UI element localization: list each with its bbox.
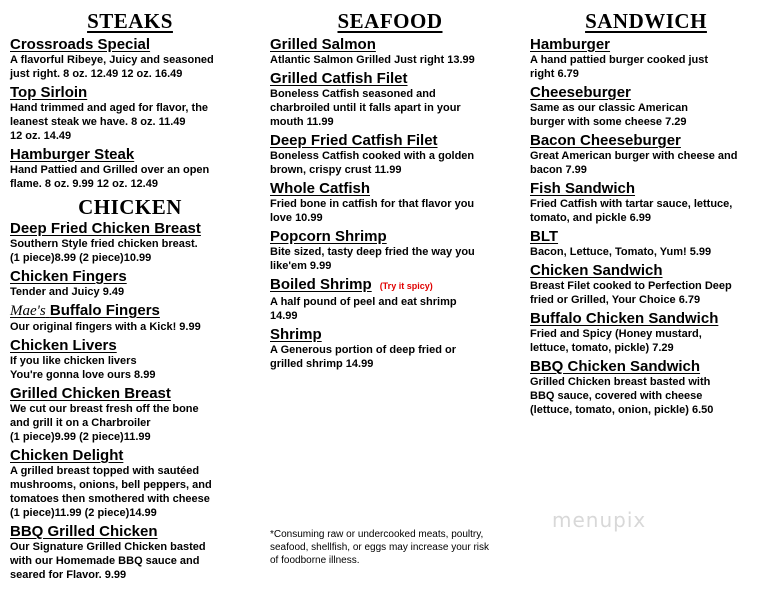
menupix-watermark: menupix (552, 508, 647, 532)
menu-item (10, 84, 250, 143)
menu-item (530, 262, 762, 307)
item-name: Hamburger Steak (10, 146, 135, 163)
menu-item (270, 180, 510, 225)
item-desc: Southern Style fried chicken breast. (1 piece)8.99 (2 piece)10.99 (10, 238, 198, 264)
menu-item (10, 337, 250, 382)
chicken-heading: CHICKEN (78, 195, 182, 219)
item-name: Whole Catfish (270, 180, 370, 197)
menu-item (270, 36, 510, 67)
menu-item (270, 276, 510, 323)
item-desc: Grilled Chicken breast basted with BBQ sauce, covered with cheese (lettuce, tomato, onion, pickle) 6.50 (530, 376, 714, 416)
item-name: Cheeseburger (530, 84, 631, 101)
item-name: Grilled Chicken Breast (10, 385, 171, 402)
item-name: Fish Sandwich (530, 180, 636, 197)
menu-item (10, 523, 250, 582)
menu-item (530, 180, 762, 225)
item-desc: A flavorful Ribeye, Juicy and seasoned just right. 8 oz. 12.49 12 oz. 16.49 (10, 54, 214, 80)
item-desc: Bite sized, tasty deep fried the way you like'em 9.99 (270, 246, 475, 272)
item-desc: A hand pattied burger cooked just right 6.79 (530, 54, 709, 80)
menu-item (10, 302, 250, 334)
food-safety-note: *Consuming raw or undercooked meats, poultry, seafood, shellfish, or eggs may increase your risk of foodborne illness. (270, 529, 489, 566)
item-name: Chicken Fingers (10, 268, 127, 285)
item-desc: Fried bone in catfish for that flavor you love 10.99 (270, 198, 475, 224)
item-desc: Atlantic Salmon Grilled Just right 13.99 (270, 54, 475, 66)
item-desc: Our original fingers with a Kick! 9.99 (10, 321, 201, 333)
seafood-column (270, 8, 510, 374)
item-name: Grilled Salmon (270, 36, 376, 53)
steaks-heading: STEAKS (87, 9, 173, 33)
item-name: Bacon Cheeseburger (530, 132, 681, 149)
menu-item (530, 84, 762, 129)
item-name: BLT (530, 228, 559, 245)
item-name: Popcorn Shrimp (270, 228, 387, 245)
item-desc: Tender and Juicy 9.49 (10, 286, 125, 298)
item-name: Shrimp (270, 326, 322, 343)
item-desc: Our Signature Grilled Chicken basted with our Homemade BBQ sauce and seared for Flavor. 9.99 (10, 541, 206, 581)
item-desc: Great American burger with cheese and bacon 7.99 (530, 150, 738, 176)
item-name: Crossroads Special (10, 36, 151, 53)
item-desc: If you like chicken livers You're gonna love ours 8.99 (10, 355, 156, 381)
item-name-main: Buffalo Fingers (49, 302, 160, 319)
menu-item (530, 228, 762, 259)
menu-item (10, 146, 250, 191)
sandwich-heading: SANDWICH (585, 9, 707, 33)
item-name: Chicken Sandwich (530, 262, 663, 279)
item-desc: Fried Catfish with tartar sauce, lettuce, tomato, and pickle 6.99 (530, 198, 733, 224)
menu-item (270, 228, 510, 273)
item-name-main: Boiled Shrimp (270, 276, 372, 293)
menu-item (10, 36, 250, 81)
item-desc: Breast Filet cooked to Perfection Deep fried or Grilled, Your Choice 6.79 (530, 280, 732, 306)
item-desc: Hand trimmed and aged for flavor, the leanest steak we have. 8 oz. 11.49 12 oz. 14.49 (10, 102, 209, 142)
item-name (270, 276, 510, 295)
item-desc: Boneless Catfish seasoned and charbroiled until it falls apart in your mouth 11.99 (270, 88, 461, 128)
item-name: BBQ Chicken Sandwich (530, 358, 701, 375)
item-name: Grilled Catfish Filet (270, 70, 408, 87)
item-name: Hamburger (530, 36, 611, 53)
item-name: Chicken Livers (10, 337, 117, 354)
sandwich-column (530, 8, 762, 420)
item-desc: We cut our breast fresh off the bone and grill it on a Charbroiler (1 piece)9.99 (2 piece)11.99 (10, 403, 199, 443)
item-name-prefix: Mae's (10, 303, 46, 319)
item-name: Top Sirloin (10, 84, 88, 101)
menu-item (270, 326, 510, 371)
item-desc: Bacon, Lettuce, Tomato, Yum! 5.99 (530, 246, 712, 258)
menu-item (270, 132, 510, 177)
item-desc: A half pound of peel and eat shrimp 14.99 (270, 296, 457, 322)
item-desc: Boneless Catfish cooked with a golden brown, crispy crust 11.99 (270, 150, 475, 176)
item-name (10, 302, 250, 320)
item-name: Chicken Delight (10, 447, 124, 464)
item-name: Deep Fried Catfish Filet (270, 132, 438, 149)
menu-item (530, 310, 762, 355)
item-desc: Same as our classic American burger with some cheese 7.29 (530, 102, 688, 128)
menu-item (530, 36, 762, 81)
menu-item (10, 220, 250, 265)
item-name: Buffalo Chicken Sandwich (530, 310, 719, 327)
menu-item (530, 132, 762, 177)
seafood-heading: SEAFOOD (337, 9, 443, 33)
menu-item (530, 358, 762, 417)
menu-item (270, 70, 510, 129)
menu-item (10, 447, 250, 520)
item-desc: Hand Pattied and Grilled over an open flame. 8 oz. 9.99 12 oz. 12.49 (10, 164, 210, 190)
spicy-hint: (Try it spicy) (379, 281, 433, 291)
menu-item (10, 268, 250, 299)
menu-item (10, 385, 250, 444)
item-desc: Fried and Spicy (Honey mustard, lettuce, tomato, pickle) 7.29 (530, 328, 702, 354)
item-name: Deep Fried Chicken Breast (10, 220, 201, 237)
item-desc: A grilled breast topped with sautéed mushrooms, onions, bell peppers, and tomatoes then smothered with cheese (1 piece)11.99 (2 piece)14.99 (10, 465, 212, 519)
item-name: BBQ Grilled Chicken (10, 523, 158, 540)
item-desc: A Generous portion of deep fried or grilled shrimp 14.99 (270, 344, 456, 370)
steaks-column (10, 8, 250, 585)
